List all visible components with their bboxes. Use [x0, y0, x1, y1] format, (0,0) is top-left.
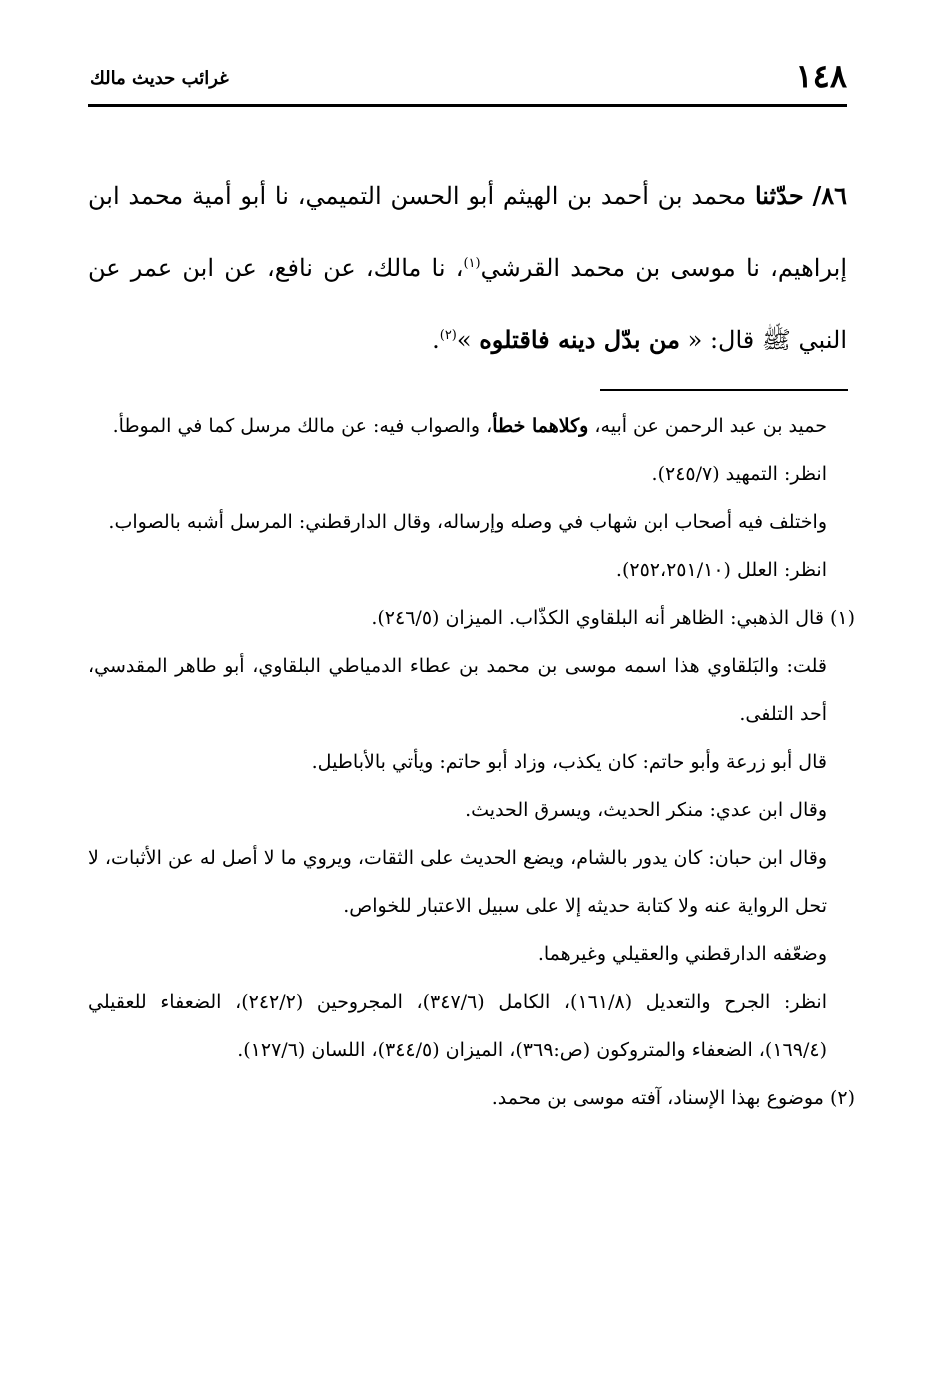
reference-ilal: انظر: العلل (٢٥٢،٢٥١/١٠).	[615, 559, 827, 581]
running-title: غرائب حديث مالك	[90, 68, 229, 89]
footnote-1-ibn-hibban: وقال ابن حبان: كان يدور بالشام، ويضع الحديث على الثقات، ويروي ما لا أصل له عن الأثبات، لا تحل الرواية عنه ولا كتابة حديثه إلا على سبيل الاعتبار للخواص.	[88, 847, 827, 917]
footnote-1-abu-zura: قال أبو زرعة وأبو حاتم: كان يكذب، وزاد أبو حاتم: ويأتي بالأباطيل.	[311, 751, 827, 773]
footnote-continuation	[88, 402, 855, 450]
page-number: ١٤٨	[795, 57, 847, 95]
footnote-ref-2: (٢)	[439, 328, 457, 343]
carry-line-a: حميد بن عبد الرحمن عن أبيه،	[588, 415, 827, 437]
header-rule	[88, 104, 847, 107]
footnote-1-daaf: وضعّفه الدارقطني والعقيلي وغيرهما.	[537, 943, 827, 965]
hadathana-word: حدّثنا	[754, 181, 804, 210]
ikhtilaf-paragraph: واختلف فيه أصحاب ابن شهاب في وصله وإرساله، وقال الدارقطني: المرسل أشبه بالصواب.	[108, 511, 827, 533]
hadith-text	[88, 160, 847, 376]
carry-line-bold: وكلاهما خطأ	[492, 415, 589, 437]
matn-close-quote: »	[456, 326, 472, 354]
footnotes	[88, 402, 855, 1122]
footnote-1-references: انظر: الجرح والتعديل (١٦١/٨)، الكامل (٣٤٧/٦)، المجروحين (٢٤٢/٢)، الضعفاء للعقيلي (١٦٩/٤)، الضعفاء والمتروكون (ص:٣٦٩)، الميزان (٣٤٤/٥)، اللسان (١٢٧/٦).	[88, 991, 827, 1061]
isnad-part-2: ، نا مالك، عن نافع، عن ابن عمر عن النبي ﷺ قال: «	[88, 254, 847, 354]
footnote-separator	[600, 389, 848, 391]
footnote-1-qult: قلت: والبَلقاوي هذا اسمه موسى بن محمد بن عطاء الدمياطي البلقاوي، أبو طاهر المقدسي، أحد التلفى.	[88, 655, 827, 725]
page-header	[90, 56, 847, 98]
hadith-matn: من بدّل دينه فاقتلوه	[479, 325, 681, 354]
footnote-1: (١) قال الذهبي: الظاهر أنه البلقاوي الكذّاب. الميزان (٢٤٦/٥).	[371, 607, 855, 629]
footnote-1-ibn-adi: وقال ابن عدي: منكر الحديث، ويسرق الحديث.	[465, 799, 827, 821]
reference-tamhid: انظر: التمهيد (٢٤٥/٧).	[651, 463, 827, 485]
hadith-number: ٨٦/	[812, 181, 847, 210]
hadith-end: .	[432, 326, 440, 354]
isnad-part-1: محمد بن أحمد بن الهيثم أبو الحسن التميمي، نا أبو أمية محمد ابن إبراهيم، نا موسى بن محمد القرشي	[88, 182, 848, 282]
footnote-2: (٢) موضوع بهذا الإسناد، آفته موسى بن محمد.	[491, 1087, 855, 1109]
carry-line-b: ، والصواب فيه: عن مالك مرسل كما في الموطأ.	[112, 415, 493, 437]
footnote-ref-1: (١)	[463, 256, 481, 271]
